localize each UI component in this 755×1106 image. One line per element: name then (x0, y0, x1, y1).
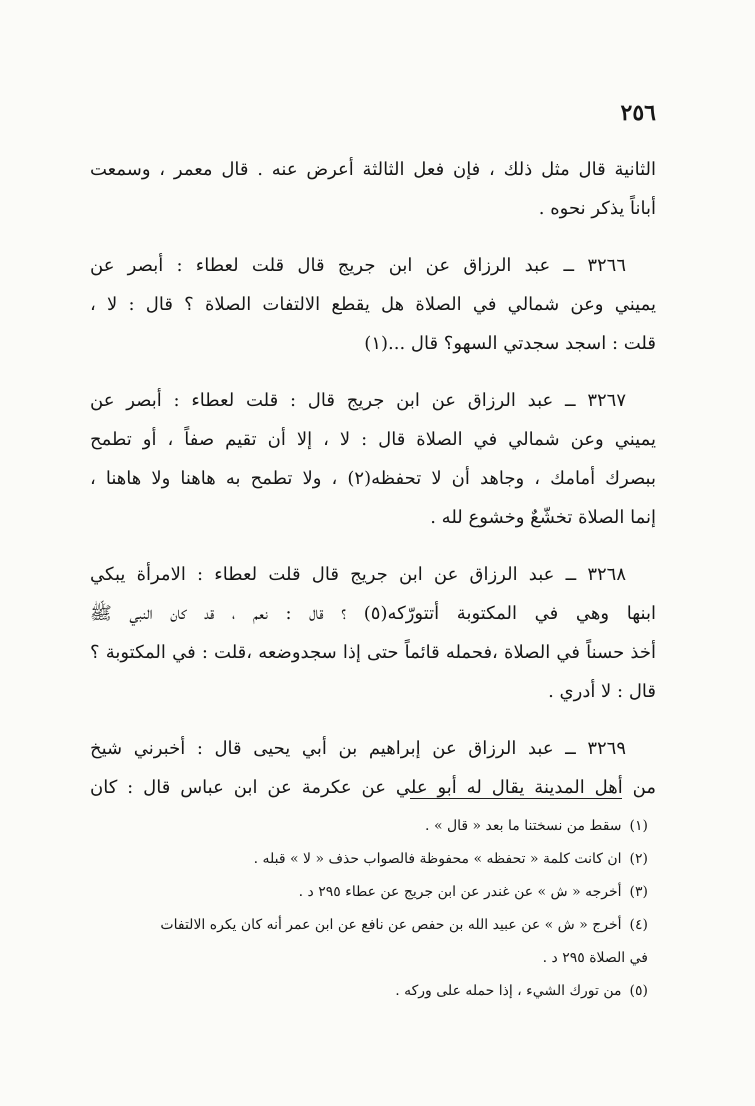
text-line: يميني وعن شمالي في الصلاة هل يقطع الالتفات الصلاة ؟ قال : لا ، (90, 294, 656, 315)
hadith-3268 (90, 555, 656, 711)
footnote-number: (٣) (629, 884, 648, 900)
text-line: ٣٢٦٨ ــ عبد الرزاق عن ابن جريج قال قلت لعطاء : الامرأة يبكي (90, 564, 626, 585)
text-line: ببصرك أمامك ، وجاهد أن لا تحفظه(٢) ، ولا تطمح به هاهنا ولا هاهنا ، (90, 468, 656, 489)
paragraph (90, 150, 656, 228)
text-line: يميني وعن شمالي في الصلاة قال : لا ، إلا أن تقيم صفاً ، أو تطمح (90, 429, 656, 450)
text-line: الثانية قال مثل ذلك ، فإن فعل الثالثة أعرض عنه . قال معمر ، وسمعت (90, 159, 656, 180)
footnote-continuation: في الصلاة ٢٩٥ د . (542, 950, 648, 966)
text-line: ابنها وهي في المكتوبة أتتورّكه(٥) ؟ قال : نعم ، قد كان النبي ﷺ (90, 603, 656, 624)
footnote-text: أخرجه « ش » عن غندر عن ابن جريج عن عطاء ٢٩٥ د . (298, 884, 622, 900)
hadith-3266 (90, 246, 656, 363)
footnote-text: من تورك الشيء ، إذا حمله على وركه . (395, 983, 622, 999)
footnotes (90, 810, 648, 1008)
text-line: ٣٢٦٦ ــ عبد الرزاق عن ابن جريج قال قلت لعطاء : أبصر عن (90, 255, 626, 276)
text-line: أخذ حسناً في الصلاة ،فحمله قائماً حتى إذا سجدوضعه ،قلت : في المكتوبة ؟ (90, 642, 656, 663)
page-number: ٢٥٦ (620, 100, 656, 126)
hadith-3267 (90, 381, 656, 537)
footnote-number: (١) (629, 818, 648, 834)
text-line: قلت : اسجد سجدتي السهو؟ قال ...(١) (364, 333, 656, 354)
text-line: إنما الصلاة تخشّعٌ وخشوع لله . (430, 507, 656, 528)
footnote-divider (410, 798, 622, 799)
footnote (90, 975, 648, 1008)
hadith-3269 (90, 729, 656, 807)
footnote (90, 843, 648, 876)
footnote-text: أخرج « ش » عن عبيد الله بن حفص عن نافع عن ابن عمر أنه كان يكره الالتفات (160, 917, 622, 933)
text-line: قال : لا أدري . (548, 681, 656, 702)
text-line: ٣٢٦٩ ــ عبد الرزاق عن إبراهيم بن أبي يحيى قال : أخبرني شيخ (90, 738, 626, 759)
footnote (90, 810, 648, 843)
text-line: أباناً يذكر نحوه . (538, 198, 656, 219)
text-line: ٣٢٦٧ ــ عبد الرزاق عن ابن جريج قال : قلت لعطاء : أبصر عن (90, 390, 626, 411)
footnote (90, 876, 648, 909)
footnote-text: سقط من نسختنا ما بعد « قال » . (425, 818, 622, 834)
footnote-number: (٢) (629, 851, 648, 867)
footnote-number: (٥) (629, 983, 648, 999)
footnote (90, 909, 648, 942)
footnote-text: ان كانت كلمة « تحفظه » محفوظة فالصواب حذف « لا » قبله . (253, 851, 622, 867)
footnote-number: (٤) (629, 917, 648, 933)
text-line: من أهل المدينة يقال له أبو علي عن عكرمة عن ابن عباس قال : كان (90, 777, 656, 798)
main-text (90, 150, 656, 825)
